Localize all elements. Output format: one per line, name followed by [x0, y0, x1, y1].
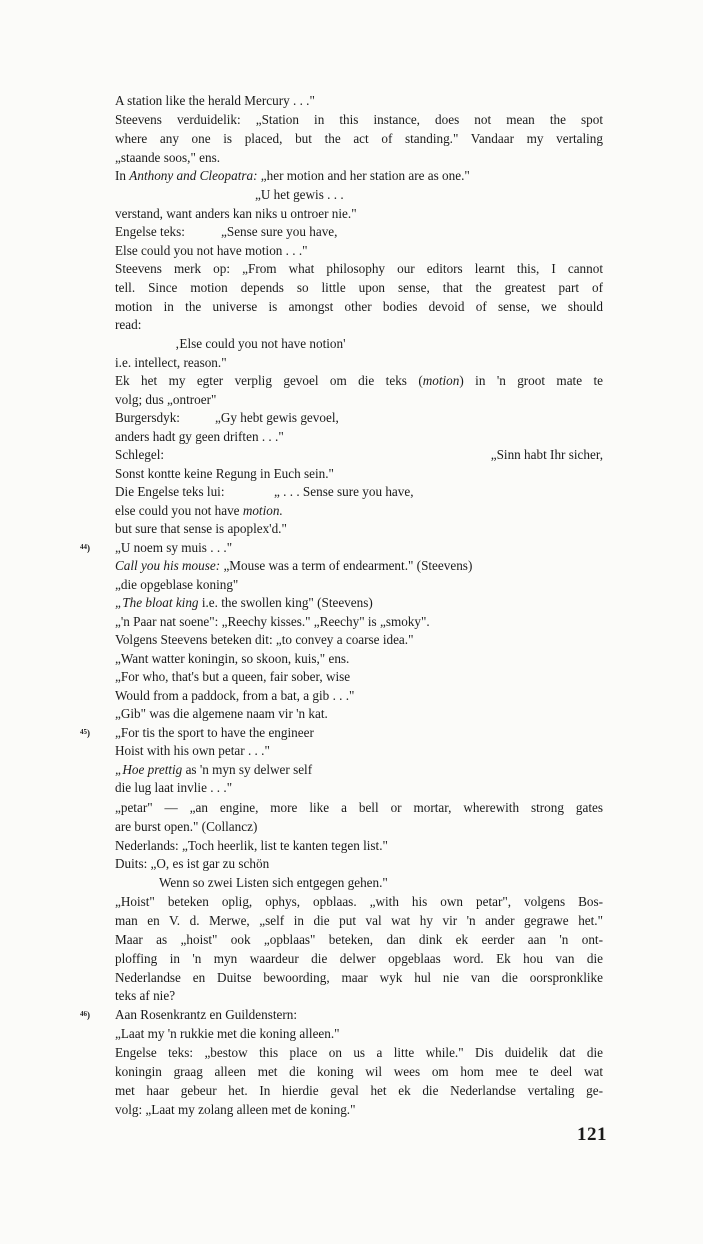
text-line: anders hadt gy geen driften . . ." [115, 429, 284, 444]
text-line: Would from a paddock, from a bat, a gib . . ." [115, 688, 355, 703]
text-line: Sonst kontte keine Regung in Euch sein." [115, 466, 334, 481]
text-line: Volgens Steevens beteken dit: „to convey a coarse idea." [115, 632, 414, 647]
text-line: motion in the universe is amongst other bodies devoid of sense, we should [115, 299, 603, 314]
text-line: A station like the herald Mercury . . ." [115, 93, 315, 108]
text-line: „For who, that's but a queen, fair sober, wise [115, 669, 351, 684]
text-line: Aan Rosenkrantz en Guildenstern: [115, 1007, 298, 1022]
footnote-marker-45: $^{45}$) [80, 728, 90, 738]
text-line: „Want watter koningin, so skoon, kuis," ens. [115, 651, 350, 666]
text-line: „For tis the sport to have the engineer [115, 725, 314, 740]
text-line: Steevens verduidelik: „Station in this instance, does not mean the spot [115, 112, 603, 127]
text-line: verstand, want anders kan niks u ontroer nie." [115, 206, 357, 221]
text-line: „The bloat king i.e. the swollen king" (Steevens) [115, 595, 373, 610]
text-line: ploffing in 'n myn waardeur die delwer opgeblaas word. Ek hou van die [115, 951, 603, 966]
text-line: „Hoe prettig as 'n myn sy delwer self [115, 762, 313, 777]
text-line: koningin graag alleen met die koning wil wees om hom mee te deel wat [115, 1064, 603, 1079]
text-line: Duits: „O, es ist gar zu schön [115, 856, 270, 871]
text-line: teks af nie? [115, 988, 176, 1003]
text-line: „staande soos," ens. [115, 150, 220, 165]
text-line: „'n Paar nat soene": „Reechy kisses." „Reechy" is „smoky". [115, 614, 430, 629]
text-line: volg; dus „ontroer" [115, 392, 217, 407]
page-number: 121 [577, 1124, 607, 1145]
text-line: where any one is placed, but the act of standing." Vandaar my vertaling [115, 131, 603, 146]
text-line: die lug laat invlie . . ." [115, 780, 233, 795]
text-line: Nederlandse en Duitse bewoording, maar wyk hul nie van die oorspronklike [115, 970, 603, 985]
text-line: tell. Since motion depends so little upon sense, that the greatest part of [115, 280, 603, 295]
text-line: met haar gebeur het. In hierdie geval het ek die Nederlandse vertaling ge- [115, 1083, 603, 1098]
text-line: Maar as „hoist" ook „opblaas" beteken, dan dink ek eerder aan 'n ont- [115, 932, 603, 947]
footnote-marker-46: $^{46}$) [80, 1010, 90, 1020]
text-line: volg: „Laat my zolang alleen met de koning." [115, 1102, 356, 1117]
text-line: man en V. d. Merwe, „self in die put val wat hy vir 'n ander gegrawe het." [115, 913, 603, 928]
footnote-marker-44: $^{44}$) [80, 543, 90, 553]
text-line: Wenn so zwei Listen sich entgegen gehen." [159, 875, 388, 890]
text-line: Die Engelse teks lui: „ . . . Sense sure you have, [115, 484, 414, 499]
text-line: „Gib" was die algemene naam vir 'n kat. [115, 706, 328, 721]
text-line: Engelse teks: „Sense sure you have, [115, 224, 338, 239]
text-line: Call you his mouse: „Mouse was a term of endearment." (Steevens) [115, 558, 473, 573]
text-line: i.e. intellect, reason." [115, 355, 227, 370]
text-line: „Laat my 'n rukkie met die koning alleen." [115, 1026, 340, 1041]
text-line: Engelse teks: „bestow this place on us a litte while." Dis duidelik dat die [115, 1045, 603, 1060]
text-line: Schlegel: „Sinn habt Ihr sicher, [115, 447, 603, 462]
text-line: „die opgeblase koning" [115, 577, 239, 592]
text-line: Steevens merk op: „From what philosophy our editors learnt this, I cannot [115, 261, 603, 276]
text-line: Ek het my egter verplig gevoel om die teks (motion) in 'n groot mate te [115, 373, 603, 388]
text-line: ‚Else could you not have notion' [175, 336, 346, 351]
text-line: „U het gewis . . . [255, 187, 344, 202]
text-line: „U noem sy muis . . ." [115, 540, 233, 555]
text-line: In Anthony and Cleopatra: „her motion and her station are as one." [115, 168, 470, 183]
text-line: „petar" — „an engine, more like a bell or mortar, wherewith strong gates [115, 800, 603, 815]
text-line: Nederlands: „Toch heerlik, list te kanten tegen list." [115, 838, 388, 853]
text-line: Hoist with his own petar . . ." [115, 743, 270, 758]
text-line: „Hoist" beteken oplig, ophys, opblaas. „with his own petar", volgens Bos- [115, 894, 603, 909]
text-line: are burst open." (Collancz) [115, 819, 258, 834]
text-line: Burgersdyk: „Gy hebt gewis gevoel, [115, 410, 339, 425]
text-line: read: [115, 317, 142, 332]
text-line: else could you not have motion. [115, 503, 283, 518]
text-line: Else could you not have motion . . ." [115, 243, 308, 258]
text-line: but sure that sense is apoplex'd." [115, 521, 287, 536]
